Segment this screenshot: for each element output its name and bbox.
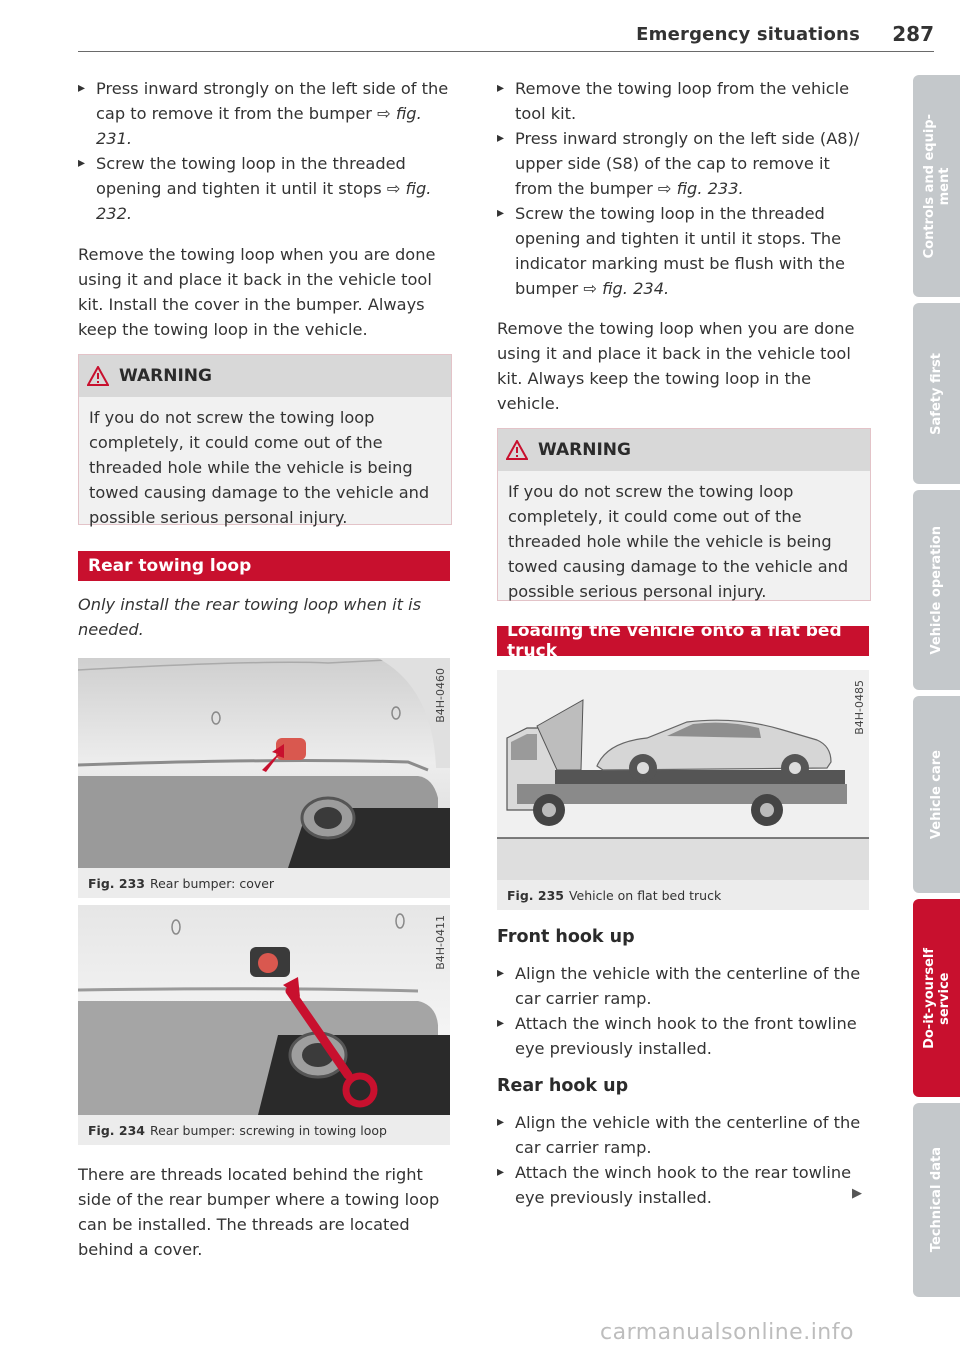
- step-text: Press inward strongly on the left side (A8)/ upper side (S8) of the cap to remove it from the bumper: [515, 129, 860, 198]
- step-text: Press inward strongly on the left side of the cap to remove it from the bumper: [96, 79, 449, 123]
- side-tab-safety[interactable]: [913, 303, 960, 484]
- right-steps-top: [497, 76, 867, 301]
- step-text: Remove the towing loop from the vehicle tool kit.: [515, 79, 850, 123]
- figure-235-image: [497, 670, 869, 880]
- side-tab-controls[interactable]: [913, 75, 960, 297]
- rear-hook-steps: [497, 1110, 867, 1210]
- figure-number: Fig. 234: [88, 1122, 145, 1138]
- warning-triangle-icon: [87, 366, 109, 386]
- step-text: Screw the towing loop in the threaded opening and tighten it until it stops. The indicator marking must be flush with the bumper: [515, 204, 845, 298]
- figure-233-image: [78, 658, 450, 868]
- figure-caption-text: Vehicle on flat bed truck: [568, 887, 722, 903]
- flat-bed-truck-illustration: [497, 670, 869, 880]
- figure-234-caption: [78, 1115, 450, 1145]
- figure-code: B4H-0460: [434, 668, 447, 723]
- side-tab-technical-data[interactable]: [913, 1103, 960, 1297]
- rear-hook-up-heading: Rear hook up: [497, 1076, 629, 1096]
- warning-header: [498, 429, 870, 471]
- warning-triangle-icon: [506, 440, 528, 460]
- rear-bumper-cover-illustration: [78, 658, 450, 868]
- side-tab-label: Vehicle care: [929, 749, 944, 840]
- figure-number: Fig. 233: [88, 875, 145, 891]
- figure-233-caption: [78, 868, 450, 898]
- side-tab-vehicle-care[interactable]: [913, 696, 960, 893]
- header-rule: [78, 51, 934, 52]
- step-text: Screw the towing loop in the threaded opening and tighten it until it stops: [96, 154, 406, 198]
- step-item: ▸ Attach the winch hook to the front towline eye previously installed.: [497, 1011, 867, 1061]
- warning-text: If you do not screw the towing loop completely, it could come out of the threaded hole while the vehicle is being towed causing damage to the vehicle and possible serious personal injury.: [89, 408, 430, 527]
- figure-235-caption: [497, 880, 869, 910]
- section-heading-rear-towing-loop: Rear towing loop: [78, 551, 450, 581]
- fig-ref-link[interactable]: ⇨ fig. 233.: [657, 179, 744, 198]
- step-item: [78, 76, 450, 151]
- warning-label: WARNING: [119, 366, 212, 386]
- step-item: [497, 126, 867, 201]
- left-warning-box: [78, 354, 452, 525]
- side-tab-label: Vehicle operation: [929, 525, 944, 655]
- continue-arrow-icon: ▶: [852, 1186, 862, 1201]
- left-paragraph-2: There are threads located behind the right side of the rear bumper where a towing loop can be installed. The threads are located behind a cover.: [78, 1165, 440, 1259]
- figure-number: Fig. 235: [507, 887, 564, 903]
- figure-code: B4H-0411: [434, 915, 447, 970]
- front-hook-steps: [497, 961, 867, 1061]
- step-item: ▸ Align the vehicle with the centerline of the car carrier ramp.: [497, 961, 867, 1011]
- fig-ref-link[interactable]: ⇨ fig. 234.: [583, 279, 670, 298]
- step-item: ▸ Attach the winch hook to the rear towline eye previously installed.: [497, 1160, 867, 1210]
- warning-text: If you do not screw the towing loop completely, it could come out of the threaded hole while the vehicle is being towed causing damage to the vehicle and possible serious personal injury.: [508, 482, 849, 601]
- right-warning-box: [497, 428, 871, 601]
- front-hook-up-heading: Front hook up: [497, 927, 635, 947]
- step-item: [497, 76, 867, 126]
- figure-234-image: [78, 905, 450, 1115]
- left-steps-top: [78, 76, 450, 226]
- section-intro: Only install the rear towing loop when it is needed.: [78, 595, 422, 639]
- section-heading-flat-bed: Loading the vehicle onto a flat bed truck: [497, 626, 869, 656]
- figure-code: B4H-0485: [853, 680, 866, 735]
- figure-caption-text: Rear bumper: screwing in towing loop: [149, 1122, 387, 1138]
- side-tab-label: Do-it-yourself service: [921, 947, 952, 1049]
- warning-header: [79, 355, 451, 397]
- warning-label: WARNING: [538, 440, 631, 460]
- fig-ref-link[interactable]: ⇨ fig. 231.: [96, 104, 422, 148]
- left-paragraph-1: Remove the towing loop when you are done using it and place it back in the vehicle tool kit. Install the cover in the bumper. Always keep the towing loop in the vehicle.: [78, 245, 436, 339]
- side-tab-vehicle-operation[interactable]: [913, 490, 960, 690]
- figure-caption-text: Rear bumper: cover: [149, 875, 275, 891]
- side-tab-label: Safety first: [929, 352, 944, 435]
- step-item: ▸ Align the vehicle with the centerline of the car carrier ramp.: [497, 1110, 867, 1160]
- page-number: 287: [892, 22, 934, 46]
- side-tab-label: Controls and equip- ment: [921, 113, 952, 259]
- side-tab-label: Technical data: [929, 1147, 944, 1253]
- towing-loop-screw-in-illustration: [78, 905, 450, 1115]
- running-header-title: Emergency situations: [636, 24, 860, 45]
- side-tab-diy-service[interactable]: [913, 899, 960, 1097]
- fig-ref-link[interactable]: ⇨ fig. 232.: [96, 179, 432, 223]
- watermark: carmanualsonline.info: [600, 1320, 854, 1345]
- step-item: [78, 151, 450, 226]
- right-paragraph-1: Remove the towing loop when you are done using it and place it back in the vehicle tool kit. Always keep the towing loop in the vehicle.: [497, 319, 855, 413]
- step-item: [497, 201, 867, 301]
